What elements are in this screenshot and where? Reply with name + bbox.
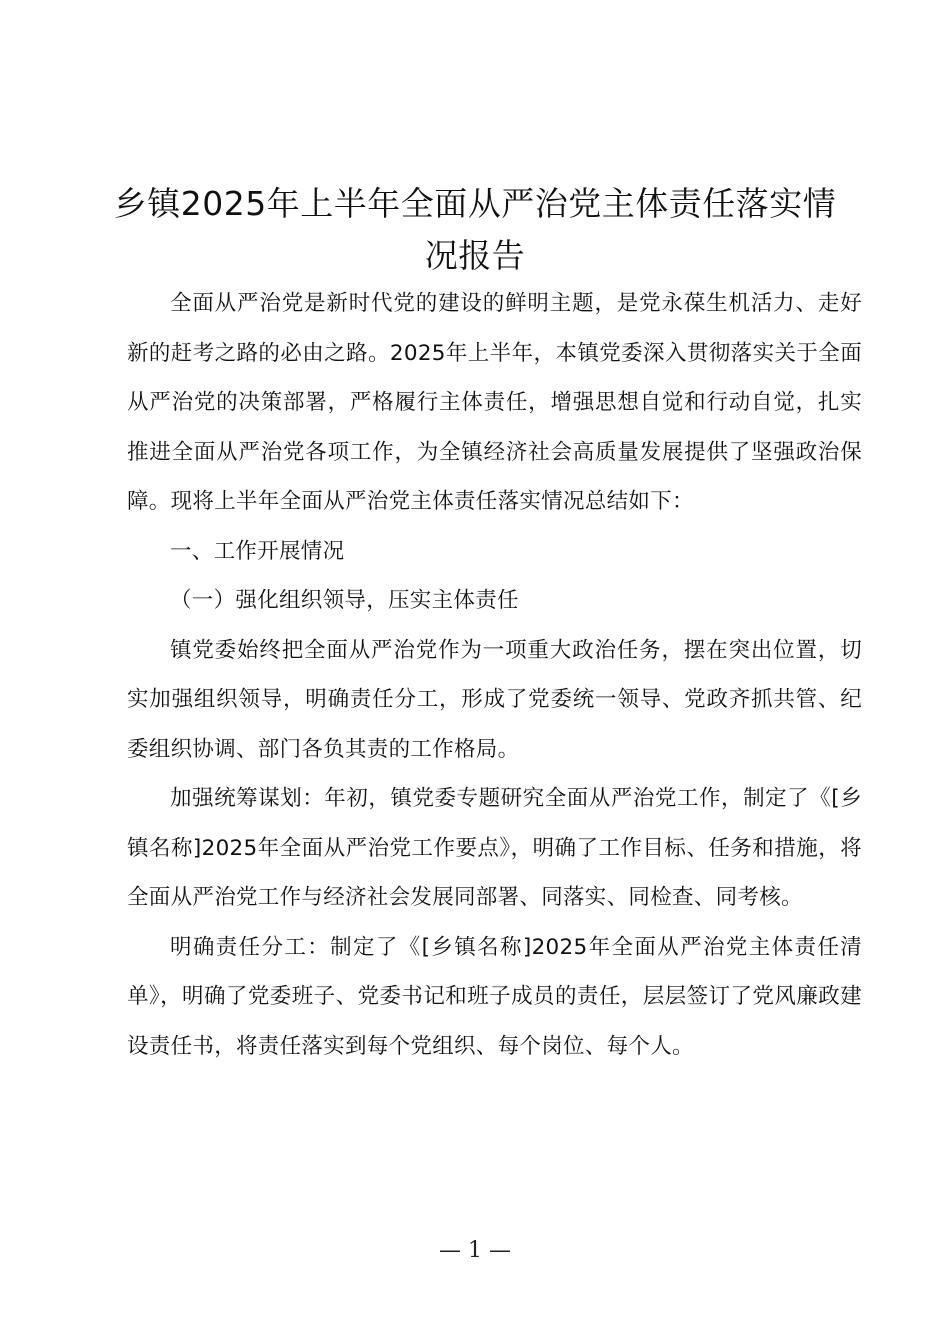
body-paragraph: 明确责任分工：制定了《[乡镇名称]2025年全面从严治党主体责任清单》，明确了党委班子、党委书记和班子成员的责任，层层签订了党风廉政建设责任书，将责任落实到每个党组织、每个岗位、每个人。 (127, 934, 862, 1059)
document-title: 乡镇2025年上半年全面从严治党主体责任落实情况报告 (113, 184, 837, 275)
body-paragraph: 镇党委始终把全面从严治党作为一项重大政治任务，摆在突出位置，切实加强组织领导，明确责任分工，形成了党委统一领导、党政齐抓共管、纪委组织协调、部门各负其责的工作格局。 (127, 637, 862, 762)
page-number: — 1 — (439, 1238, 511, 1263)
section-heading: 一、工作开展情况 (170, 538, 345, 564)
body-paragraph: 加强统筹谋划：年初，镇党委专题研究全面从严治党工作，制定了《[乡镇名称]2025年全面从严治党工作要点》，明确了工作目标、任务和措施，将全面从严治党工作与经济社会发展同部署、同落实、同检查、同考核。 (127, 786, 862, 910)
intro-paragraph: 全面从严治党是新时代党的建设的鲜明主题，是党永葆生机活力、走好新的赶考之路的必由之路。2025年上半年，本镇党委深入贯彻落实关于全面从严治党的决策部署，严格履行主体责任，增强思想自觉和行动自觉，扎实推进全面从严治党各项工作，为全镇经济社会高质量发展提供了坚强政治保障。现将上半年全面从严治党主体责任落实情况总结如下： (127, 291, 862, 514)
subsection-heading: （一）强化组织领导，压实主体责任 (170, 588, 519, 613)
document-body (127, 279, 862, 1071)
